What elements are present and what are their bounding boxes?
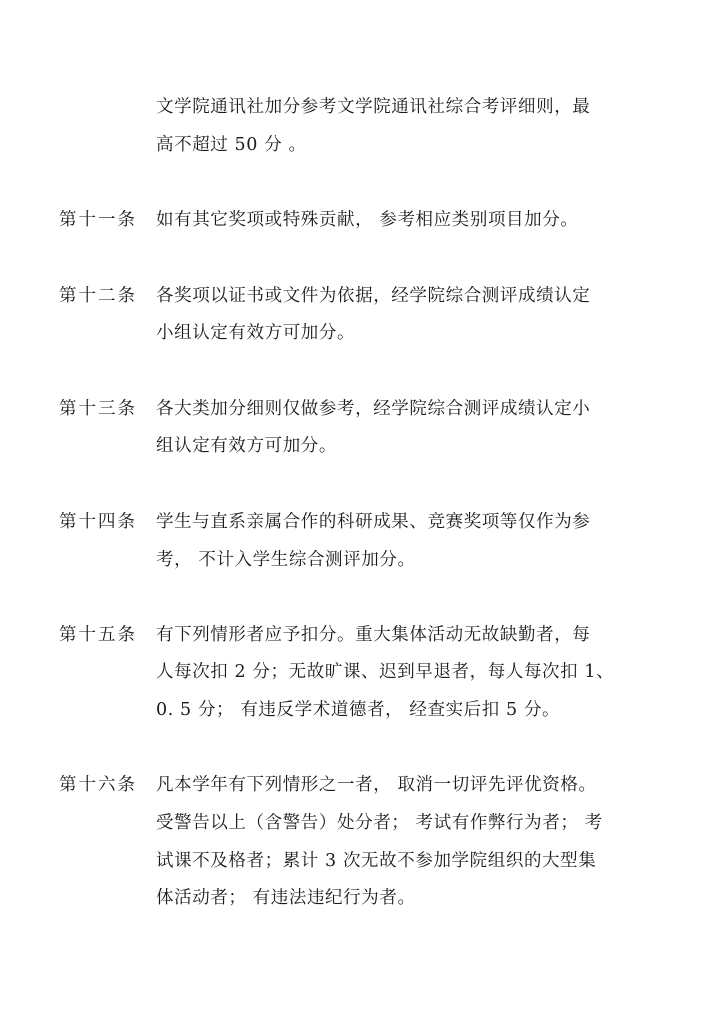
article-line: 凡本学年有下列情形之一者， 取消一切评先评优资格。 [156, 775, 597, 795]
article-label: 第十二条 [59, 286, 137, 306]
intro-line: 文学院通讯社加分参考文学院通讯社综合考评细则，最 [156, 97, 591, 117]
article-line: 有下列情形者应予扣分。重大集体活动无故缺勤者，每 [156, 625, 591, 645]
article-line: 0. 5 分； 有违反学术道德者， 经查实后扣 5 分。 [156, 700, 561, 720]
intro-line: 高不超过 50 分 。 [156, 135, 307, 155]
article-line: 考， 不计入学生综合测评加分。 [156, 550, 416, 570]
article-line: 各奖项以证书或文件为依据，经学院综合测评成绩认定 [156, 286, 591, 306]
article-line: 学生与直系亲属合作的科研成果、竞赛奖项等仅作为参 [156, 512, 591, 532]
article-label: 第十三条 [59, 399, 137, 419]
article-line: 体活动者； 有违法违纪行为者。 [156, 888, 416, 908]
article-label: 第十六条 [59, 775, 137, 795]
article-line: 试课不及格者；累计 3 次无故不参加学院组织的大型集 [156, 851, 597, 871]
article-line: 人每次扣 2 分；无故旷课、迟到早退者，每人每次扣 1、 [156, 662, 615, 682]
article-label: 第十四条 [59, 512, 137, 532]
article-line: 小组认定有效方可加分。 [156, 323, 356, 343]
article-line: 受警告以上（含警告）处分者； 考试有作弊行为者； 考 [156, 813, 603, 833]
article-line: 各大类加分细则仅做参考，经学院综合测评成绩认定小 [156, 399, 591, 419]
article-label: 第十一条 [59, 210, 137, 230]
article-label: 第十五条 [59, 625, 137, 645]
article-line: 如有其它奖项或特殊贡献， 参考相应类别项目加分。 [156, 210, 579, 230]
article-line: 组认定有效方可加分。 [156, 436, 337, 456]
